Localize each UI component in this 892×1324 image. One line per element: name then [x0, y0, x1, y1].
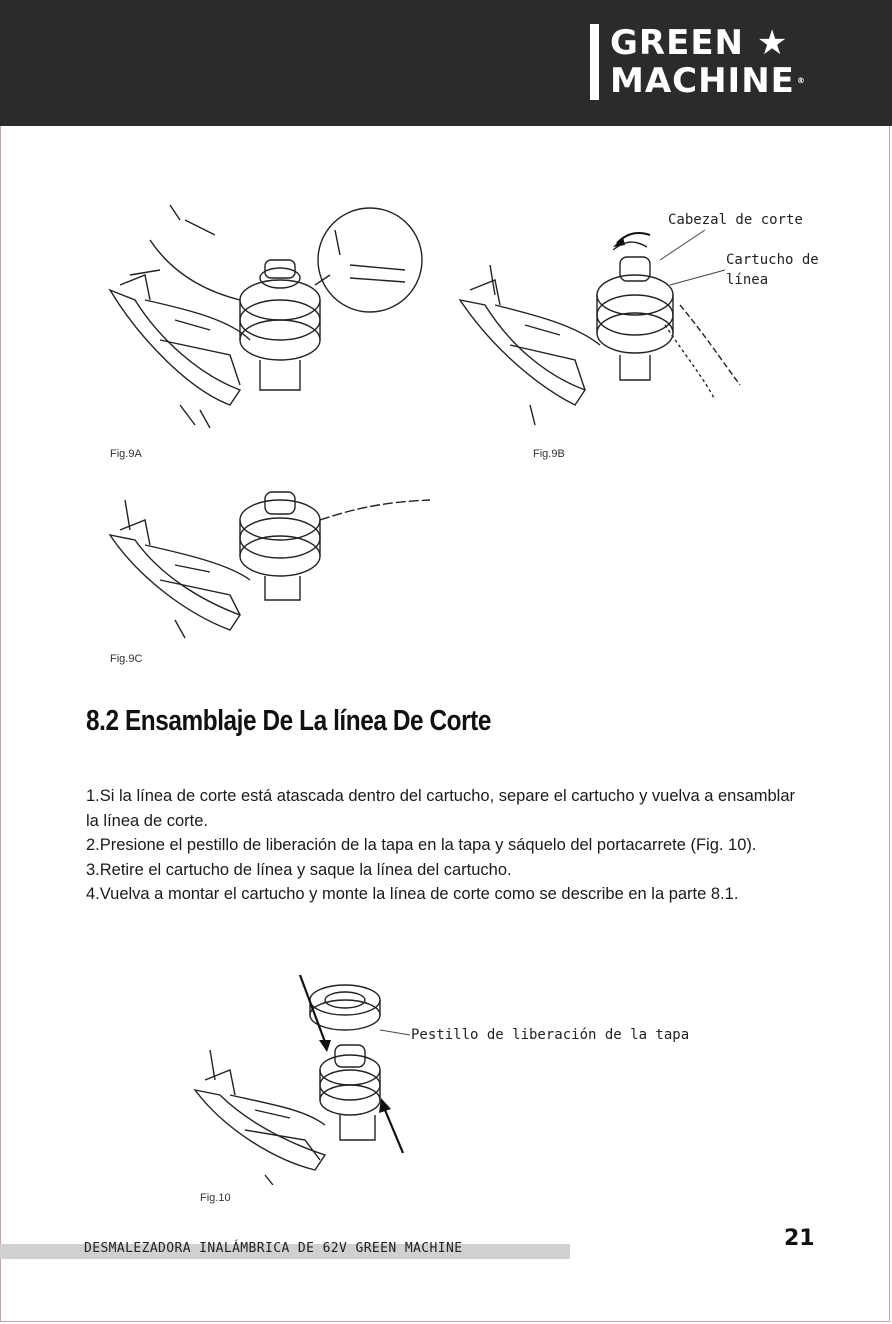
logo-line-1: GREEN ★	[610, 23, 789, 63]
brand-logo	[590, 24, 820, 102]
step-1: 1.Si la línea de corte está atascada dentro del cartucho, separe el cartucho y vuelva a ensamblar la línea de corte.	[86, 787, 796, 830]
callout-pestillo: Pestillo de liberación de la tapa	[411, 1027, 690, 1043]
figure-9a	[100, 190, 440, 460]
logo-line-2: MACHINE ®	[610, 61, 806, 101]
page-number: 21	[784, 1226, 815, 1251]
registered-mark: ®	[796, 76, 806, 85]
callout-cartucho-1: Cartucho de	[726, 252, 819, 268]
fig10-caption: Fig.10	[200, 1192, 231, 1204]
fig9b-illustration	[455, 205, 835, 435]
star-icon: ★	[756, 23, 789, 63]
figure-9b	[455, 205, 835, 460]
figure-10	[185, 970, 415, 1210]
fig9b-caption: Fig.9B	[533, 448, 565, 460]
fig9a-caption: Fig.9A	[110, 448, 142, 460]
figure-9c	[100, 480, 440, 665]
step-3: 3.Retire el cartucho de línea y saque la línea del cartucho.	[86, 860, 512, 879]
section-title: 8.2 Ensamblaje De La línea De Corte	[86, 705, 492, 737]
fig10-illustration	[185, 970, 415, 1185]
fig9c-illustration	[100, 480, 440, 640]
logo-bar	[590, 24, 599, 100]
fig9a-illustration	[100, 190, 440, 430]
footer-title: DESMALEZADORA INALÁMBRICA DE 62V GREEN MACHINE	[84, 1241, 463, 1256]
callout-cartucho-2: línea	[726, 272, 769, 288]
fig9c-caption: Fig.9C	[110, 653, 143, 665]
step-4: 4.Vuelva a montar el cartucho y monte la línea de corte como se describe en la parte 8.1.	[86, 885, 739, 903]
callout-cabezal: Cabezal de corte	[668, 212, 803, 228]
page-header	[0, 0, 892, 126]
steps-list	[86, 784, 812, 907]
step-2: 2.Presione el pestillo de liberación de la tapa en la tapa y sáquelo del portacarrete (Fig. 10).	[86, 836, 757, 854]
